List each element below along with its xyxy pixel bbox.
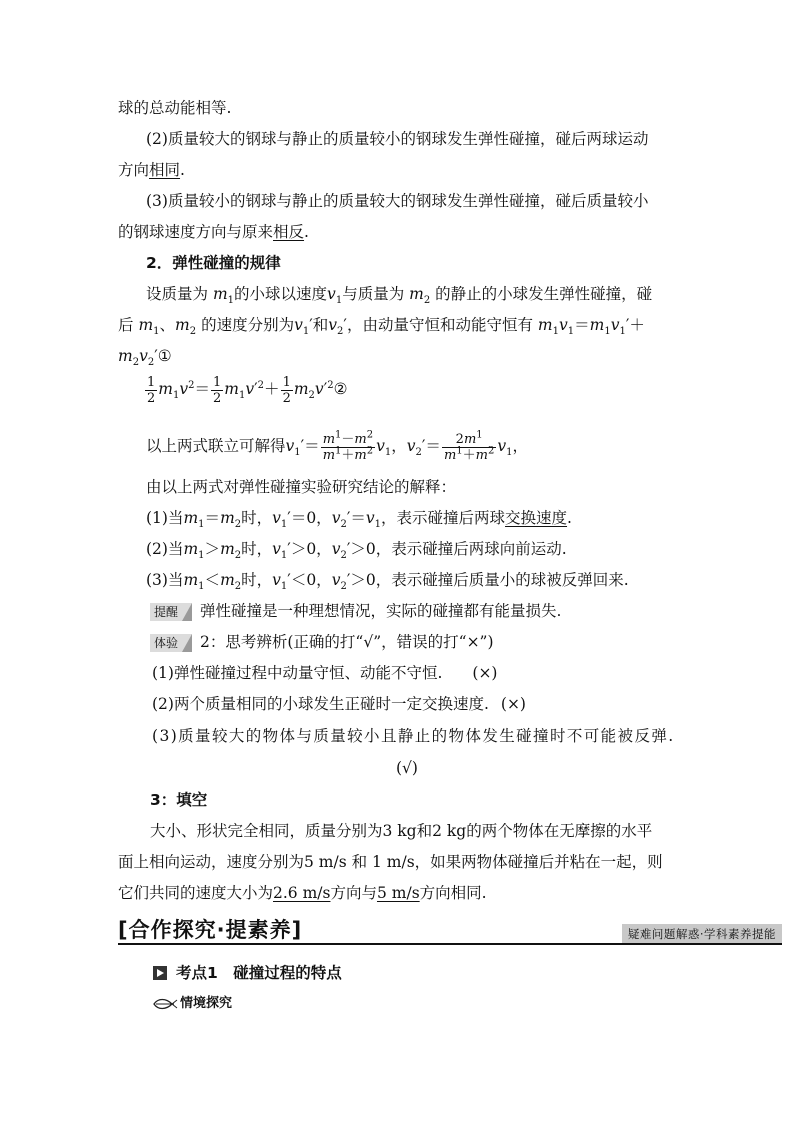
text: (2)两个质量相同的小球发生正碰时一定交换速度. xyxy=(152,695,489,713)
case-line: (3)当$m_1<m_2$时，$v_1'<0$，$v_2'>0$，表示碰撞后质量小的球被反弹回来. xyxy=(146,571,629,593)
underlined-answer: 5 m/s xyxy=(376,884,420,902)
tip-text: 弹性碰撞是一种理想情况，实际的碰撞都有能量损失. xyxy=(200,602,562,620)
text: 时， xyxy=(241,540,273,558)
point-heading: 考点1 碰撞过程的特点 xyxy=(176,964,342,982)
equation-solution: 以上两式联立可解得$v_1'=$ $\frac{m^1-m^2}{m^1+m^2}$ $v_1$，$v_2'=$ $\frac{2m^1}{m^1+m^2}$ $v_1$， xyxy=(146,429,529,463)
text: 的速度分别为 xyxy=(201,316,295,334)
text: ，由动量守恒和动能守恒有 xyxy=(346,316,533,334)
text: (1)弹性碰撞过程中动量守恒、动能不守恒. xyxy=(152,664,443,682)
question-line: (3)质量较大的物体与质量较小且静止的物体发生碰撞时不可能被反弹. xyxy=(152,727,675,745)
text: 方向与 xyxy=(330,884,377,902)
paragraph-line: (2)质量较大的钢球与静止的质量较小的钢球发生弹性碰撞，碰后两球运动 xyxy=(146,130,649,148)
subheading: 2．弹性碰撞的规律 xyxy=(146,254,281,272)
underlined-answer: 交换速度 xyxy=(505,509,568,527)
text: 的小球以速度 xyxy=(234,285,328,303)
situation-heading: 情境探究 xyxy=(180,996,233,1011)
question-line xyxy=(152,663,497,683)
fraction: $\frac{m^1-m^2}{m^1+m^2}$ xyxy=(322,429,374,463)
text: 表示碰撞后两球向前运动. xyxy=(391,540,567,558)
paragraph-line xyxy=(118,222,309,242)
fill-line: 大小、形状完全相同，质量分别为3 kg和2 kg的两个物体在无摩擦的水平 xyxy=(150,822,653,840)
section-title: [合作探究·提素养] xyxy=(118,918,303,942)
experience-head xyxy=(150,632,494,652)
underlined-answer: 相反 xyxy=(273,223,305,241)
text: 2：思考辨析(正确的打“√”，错误的打“×”) xyxy=(200,633,494,651)
text: ① xyxy=(157,347,172,365)
text: 时， xyxy=(241,571,273,589)
question-line xyxy=(152,694,526,714)
tip-tag: 提醒 xyxy=(150,603,192,621)
text: . xyxy=(304,223,309,241)
text: 方向 xyxy=(118,161,150,179)
text: (1)当 xyxy=(146,509,184,527)
fraction: $\frac{1}{2}$ xyxy=(213,374,222,406)
fraction: $\frac{1}{2}$ xyxy=(147,374,156,406)
text: 的钢球速度方向与原来 xyxy=(118,223,274,241)
case-line: (2)当$m_1>m_2$时，$v_1'>0$，$v_2'>0$，表示碰撞后两球向前运动. xyxy=(146,540,567,562)
text: 和 xyxy=(312,316,329,334)
text: 表示碰撞后质量小的球被反弹回来. xyxy=(391,571,629,589)
text: 、 xyxy=(159,316,176,334)
experience-tag: 体验 xyxy=(150,634,192,652)
section-tag: 疑难问题解惑·学科素养提能 xyxy=(622,924,782,944)
text: 方向相同. xyxy=(419,884,487,902)
underlined-answer: 相同 xyxy=(149,161,181,179)
play-icon xyxy=(153,966,167,980)
paragraph-line: 由以上两式对弹性碰撞实验研究结论的解释： xyxy=(146,478,457,496)
answer-mark: (√) xyxy=(396,759,418,777)
answer-mark: (×) xyxy=(500,695,526,713)
paragraph-line: 设质量为 $m_1$的小球以速度$v_1$与质量为 $m_2$ 的静止的小球发生弹性碰撞，碰 xyxy=(146,285,653,307)
paragraph-line xyxy=(118,160,185,180)
text: (3)当 xyxy=(146,571,184,589)
text: 以上两式联立可解得 xyxy=(146,437,286,455)
section-divider xyxy=(118,943,782,945)
answer-mark: (×) xyxy=(472,664,498,682)
paragraph-line: 球的总动能相等. xyxy=(118,99,232,117)
text: 它们共同的速度大小为 xyxy=(118,884,274,902)
text: 与质量为 xyxy=(342,285,405,303)
equation-energy: $\frac{1}{2}$ $m_1v^2=$ $\frac{1}{2}$ $m_1v'^2+$ $\frac{1}{2}$ $m_2v'^2②$ xyxy=(147,374,348,406)
text: . xyxy=(180,161,185,179)
text: 设质量为 xyxy=(146,285,209,303)
subheading: 3：填空 xyxy=(150,791,208,809)
text: 后 xyxy=(118,316,134,334)
text: ② xyxy=(333,380,348,398)
fill-line: 面上相向运动，速度分别为5 m/s 和 1 m/s，如果两物体碰撞后并粘在一起，则 xyxy=(118,853,663,871)
tip-line xyxy=(150,601,561,621)
underlined-answer: 2.6 m/s xyxy=(273,884,331,902)
text: . xyxy=(567,509,572,527)
text: 时， xyxy=(241,509,273,527)
leaf-icon xyxy=(152,996,178,1012)
paragraph-line: 后 $m_1$、$m_2$ 的速度分别为$v_1'$和$v_2'$，由动量守恒和动能守恒有 $m_1v_1=m_1v_1'+$ xyxy=(118,316,645,338)
fraction: $\frac{1}{2}$ xyxy=(282,374,291,406)
text: 表示碰撞后两球 xyxy=(396,509,506,527)
paragraph-line: (3)质量较小的钢球与静止的质量较大的钢球发生弹性碰撞，碰后质量较小 xyxy=(146,192,649,210)
case-line: (1)当$m_1=m_2$时，$v_1'=0$，$v_2'=v_1$，表示碰撞后两球交换速度. xyxy=(146,509,572,531)
equation-line: $m_2v_2'①$ xyxy=(118,347,172,369)
fraction: $\frac{2m^1}{m^1+m^2}$ xyxy=(443,429,495,463)
text: 的静止的小球发生弹性碰撞，碰 xyxy=(435,285,653,303)
fill-line xyxy=(118,883,487,903)
text: (2)当 xyxy=(146,540,184,558)
